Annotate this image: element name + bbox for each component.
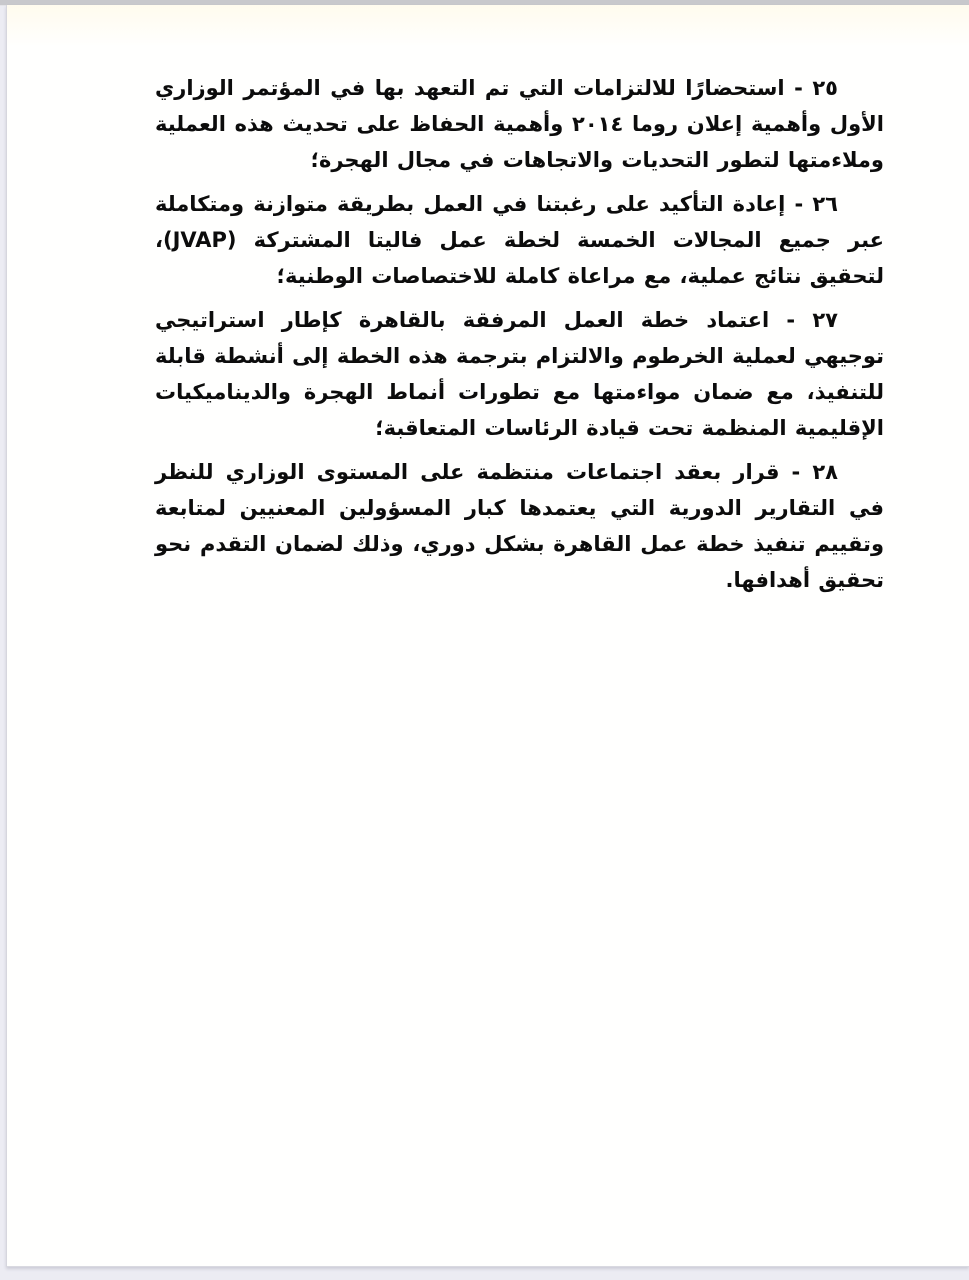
document-text-block <box>155 70 884 606</box>
document-page <box>6 5 969 1267</box>
clause-28: ٢٨ - قرار بعقد اجتماعات منتظمة على المستوى الوزاري للنظر في التقارير الدورية التي يعتمدها كبار المسؤولين المعنيين لمتابعة وتقييم تنفيذ خطة عمل القاهرة بشكل دوري، وذلك لضمان التقدم نحو تحقيق أهدافها. <box>155 460 884 592</box>
clause-26: ٢٦ - إعادة التأكيد على رغبتنا في العمل بطريقة متوازنة ومتكاملة عبر جميع المجالات الخمسة لخطة عمل فاليتا المشتركة (JVAP)، لتحقيق نتائج عملية، مع مراعاة كاملة للاختصاصات الوطنية؛ <box>155 192 884 288</box>
clause-25: ٢٥ - استحضارًا للالتزامات التي تم التعهد بها في المؤتمر الوزاري الأول وأهمية إعلان روما ٢٠١٤ وأهمية الحفاظ على تحديث هذه العملية وملاءمتها لتطور التحديات والاتجاهات في مجال الهجرة؛ <box>155 76 884 172</box>
clause-27: ٢٧ - اعتماد خطة العمل المرفقة بالقاهرة كإطار استراتيجي توجيهي لعملية الخرطوم والالتزام بترجمة هذه الخطة إلى أنشطة قابلة للتنفيذ، مع ضمان مواءمتها مع تطورات أنماط الهجرة والديناميكيات الإقليمية المنظمة تحت قيادة الرئاسات المتعاقبة؛ <box>155 308 884 440</box>
